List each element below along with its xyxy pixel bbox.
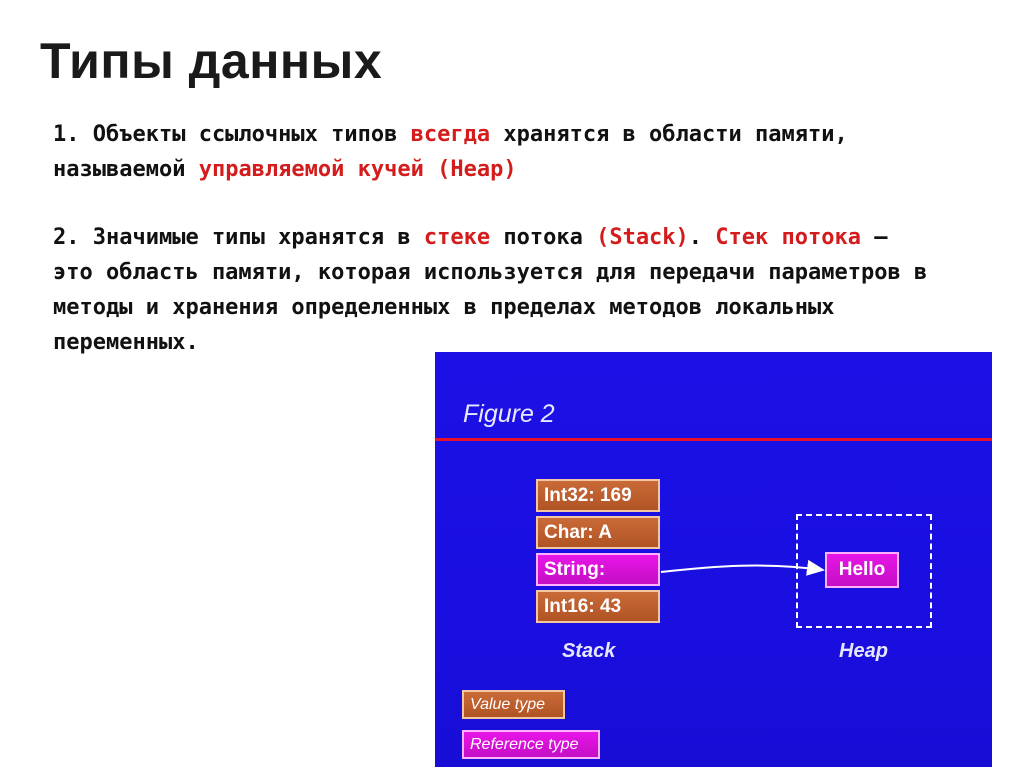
- figure-title: Figure 2: [463, 400, 555, 428]
- para1-text-2: хранятся в области памяти, называемой: [53, 122, 848, 182]
- heap-caption: Heap: [839, 640, 888, 662]
- slide-title: Типы данных: [40, 33, 383, 89]
- stack-cell-int16: Int16: 43: [536, 590, 660, 623]
- legend-value-type: Value type: [462, 690, 565, 719]
- stack-caption: Stack: [562, 640, 616, 662]
- para2-text-2: потока: [490, 225, 597, 250]
- para2-text-4: – это область памяти, которая используется для передачи параметров в методы и хранения определенных в пределах методов локальных переменных.: [53, 225, 928, 355]
- para2-highlight-thread-stack: Стек потока: [715, 225, 861, 250]
- para1-highlight-heap: управляемой кучей (Heap): [198, 157, 517, 182]
- para2-text-3: .: [688, 225, 716, 250]
- figure-stack-heap: [435, 352, 992, 767]
- stack-cell-string: String:: [536, 553, 660, 586]
- para1-highlight-always: всегда: [410, 122, 491, 147]
- heap-object-hello: Hello: [825, 552, 899, 588]
- para2-highlight-stack: стеке: [423, 225, 491, 250]
- para1-text-1: 1. Объекты ссылочных типов: [53, 122, 411, 147]
- para2-highlight-stack-en: (Stack): [596, 225, 689, 250]
- stack-cell-int32: Int32: 169: [536, 479, 660, 512]
- paragraph-value-types: [53, 220, 933, 360]
- para2-text-1: 2. Значимые типы хранятся в: [53, 225, 424, 250]
- stack-cell-char: Char: A: [536, 516, 660, 549]
- legend-reference-type: Reference type: [462, 730, 600, 759]
- paragraph-reference-types: [53, 117, 933, 187]
